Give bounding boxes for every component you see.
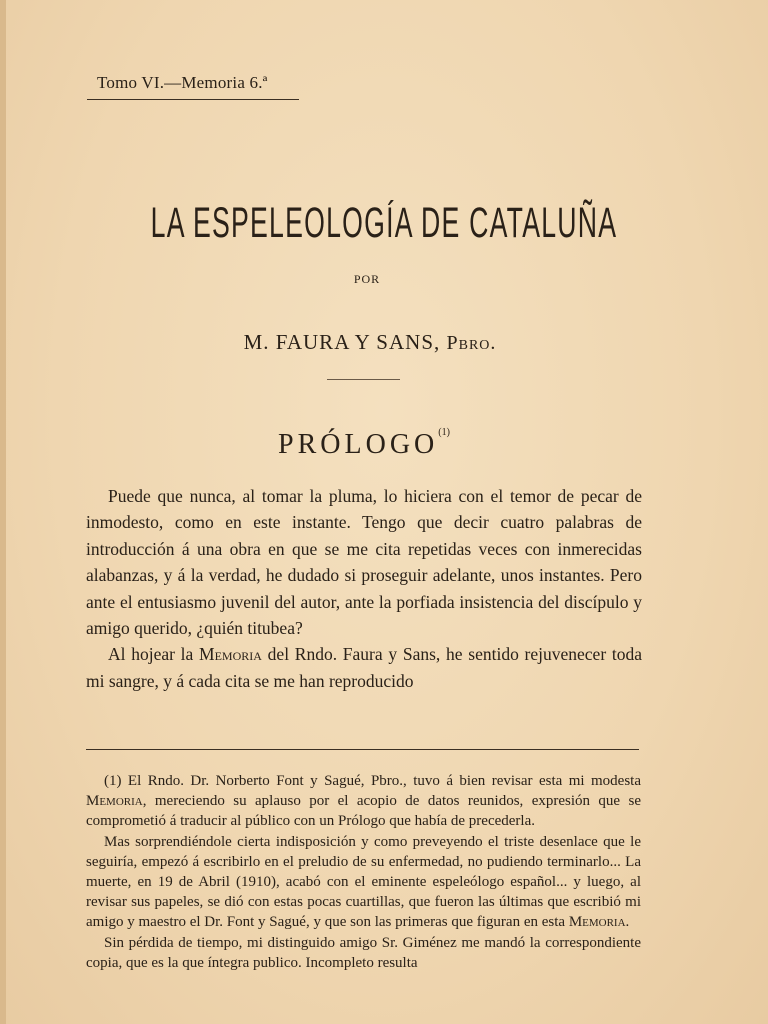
memoria-word: Memoria: [568, 914, 626, 931]
section-heading: [0, 427, 728, 461]
footnotes: [86, 771, 641, 973]
author-divider: [327, 379, 400, 380]
memoria-word: Memoria: [199, 644, 262, 665]
author-name: M. FAURA Y SANS,: [243, 330, 441, 354]
footnote: [86, 832, 641, 933]
section-title: PRÓLOGO: [278, 429, 439, 460]
by-label: POR: [353, 272, 381, 286]
footnote: Sin pérdida de tiempo, mi distinguido amigo Sr. Giménez me mandó la correspondiente copia, que es la que íntegra publico. Incompleto resulta: [86, 934, 641, 971]
paragraph: [86, 641, 642, 694]
footnote-text: Mas sorprendiéndole cierta indisposición y como preveyendo el triste desenlace que le seguiría, empezó á escribirlo en el preludio de su enfermedad, no pudiendo terminarlo... La muerte, en 19 de Abril (1910), acabó con el eminente espeleólogo español... y luego, al revisar sus papeles, se dió con estas pocas cuartillas, que fueron las últimas que escribió mi amigo y maestro el Dr. Font y Sagué, y que son las primeras que figuran en esta: [86, 833, 641, 931]
author-line: [0, 330, 740, 355]
footnote-text: .: [625, 914, 630, 931]
footnote: [86, 771, 641, 832]
footnote-text: (1) El Rndo. Dr. Norberto Font y Sagué, Pbro., tuvo á bien revisar esta mi modesta: [104, 773, 641, 789]
header-rule: [87, 99, 299, 100]
page-edge: [0, 0, 6, 1024]
paragraph: Puede que nunca, al tomar la pluma, lo hiciera con el temor de pecar de inmodesto, como en este instante. Tengo que decir cuatro palabras de introducción á una obra en que se me cita repetidas veces con inmerecidas alabanzas, y á la verdad, he dudado si proseguir adelante, unos instantes. Pero ante el entusiasmo juvenil del autor, ante la porfiada insistencia del discípulo y amigo querido, ¿quién titubea?: [86, 486, 642, 639]
volume-reference: Tomo VI.—Memoria 6.ª: [97, 73, 268, 92]
footnote-rule: [86, 749, 639, 750]
paragraph-text: del Rndo. Faura y Sans, he sentido rejuvenecer toda mi sangre, y á cada cita se me han reproducido: [86, 644, 643, 691]
footnote-text: , mereciendo su aplauso por el acopio de datos reunidos, expresión que se comprometió á traducir al público con un Prólogo que había de precederla.: [86, 793, 641, 830]
document-title: LA ESPELEOLOGÍA DE CATALUÑA: [150, 198, 618, 247]
body-text: [86, 483, 642, 694]
paragraph-text: Al hojear la: [108, 644, 200, 665]
memoria-word: Memoria: [86, 793, 143, 810]
author-title: Pbro.: [446, 332, 497, 354]
footnote-mark: (1): [438, 427, 450, 438]
